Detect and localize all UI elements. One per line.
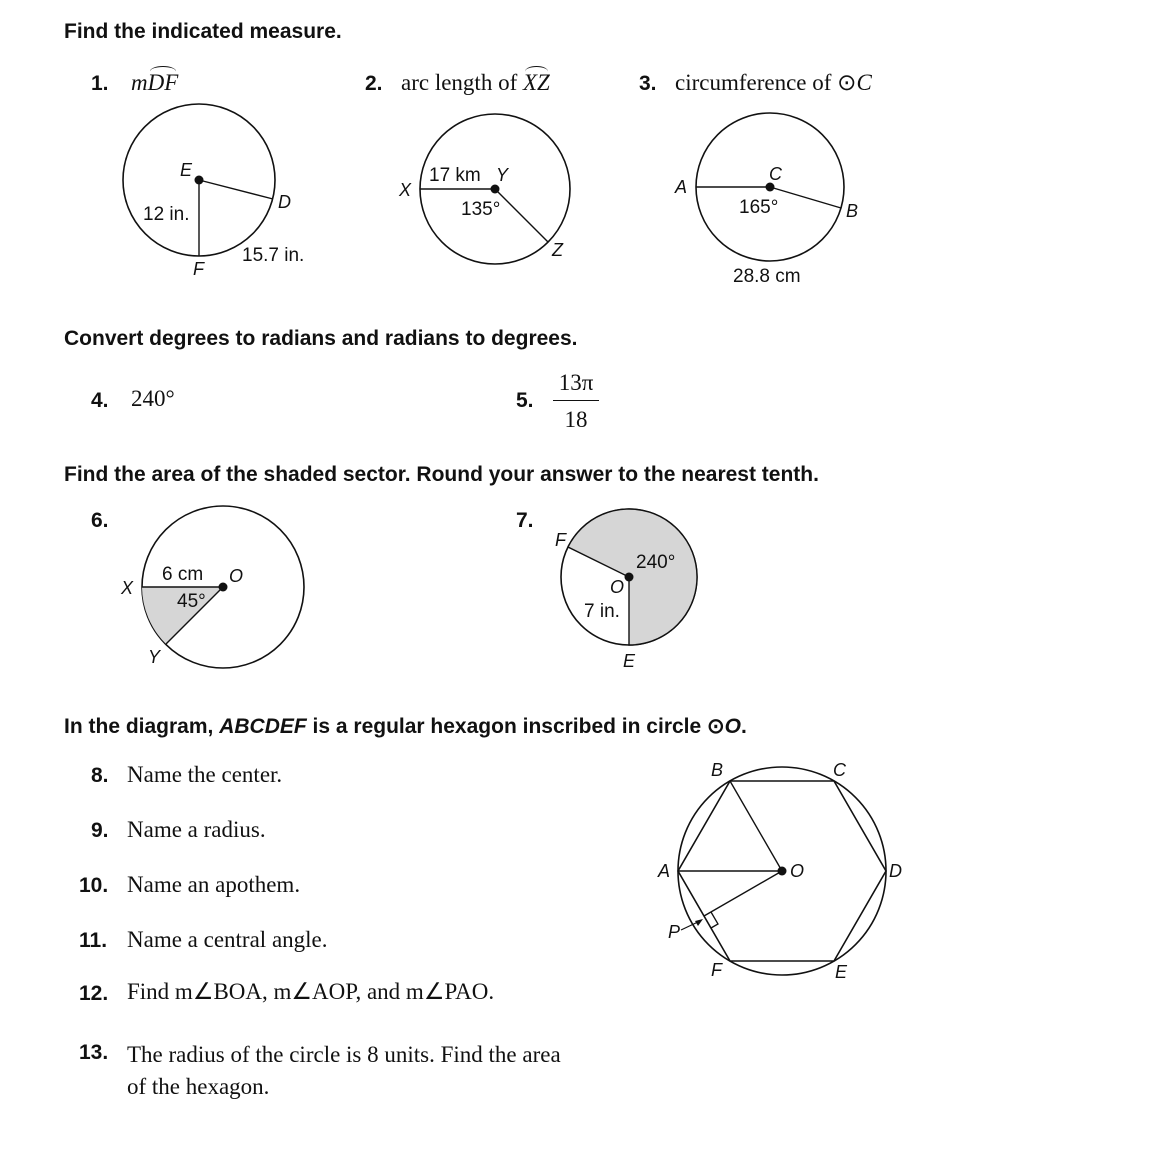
figure-2-label-x: X <box>399 180 412 200</box>
figure-3-label-c: C <box>769 164 782 184</box>
figure-1-label-d: D <box>278 192 291 212</box>
hexagon-figure-center-dot <box>778 867 787 876</box>
figure-7-label-o: O <box>610 577 625 597</box>
hexagon-label-f: F <box>711 960 722 980</box>
hexagon-label-c: C <box>833 760 846 780</box>
problem-3-number: 3. <box>639 72 657 95</box>
figure-1-radius-label: 12 in. <box>143 204 190 225</box>
figure-3-angle-label: 165° <box>739 197 779 218</box>
hexagon-heading-post: is a regular hexagon inscribed in circle ⊙ <box>306 715 725 738</box>
figure-3-label-b: B <box>846 201 859 221</box>
problem-1-number: 1. <box>91 72 109 95</box>
figure-6-radius-label: 6 cm <box>162 564 204 585</box>
problem-5-numerator: 13π <box>558 370 594 395</box>
figure-6-label-x: X <box>121 578 134 598</box>
problem-5-fraction-bar <box>553 400 599 401</box>
figure-2-radius-label: 17 km <box>429 165 481 186</box>
figure-7-label-f: F <box>555 530 566 550</box>
hexagon-label-p: P <box>668 922 681 942</box>
problem-2-text: arc length of <box>401 70 523 95</box>
section-heading-measure: Find the indicated measure. <box>64 20 342 43</box>
figure-7-radius-label: 7 in. <box>584 601 620 622</box>
problem-4-text: 240° <box>131 386 175 411</box>
figure-1-radius-ed <box>199 180 273 199</box>
figure-7-angle-label: 240° <box>636 552 676 573</box>
problem-6-number: 6. <box>91 509 109 532</box>
figure-1-center-dot <box>195 176 204 185</box>
problem-8-text: Name the center. <box>127 762 283 787</box>
problem-5-fraction <box>553 370 599 433</box>
hexagon-label-a: A <box>658 861 671 881</box>
figure-1-label-f: F <box>193 259 204 279</box>
figure-2-label-y: Y <box>496 165 509 185</box>
figure-3-radius-cb <box>770 187 841 208</box>
figure-2-center-dot <box>491 185 500 194</box>
problem-2-arc: XZ <box>522 70 550 95</box>
problem-5-number: 5. <box>516 389 534 412</box>
figure-2-angle-label: 135° <box>461 199 501 220</box>
figure-6-label-y: Y <box>148 647 161 667</box>
problem-12-text: Find m∠BOA, m∠AOP, and m∠PAO. <box>127 979 495 1004</box>
problem-10-text: Name an apothem. <box>127 872 301 897</box>
hexagon-figure-radius-ob <box>730 781 782 871</box>
hexagon-label-d: D <box>889 861 902 881</box>
problem-1-arc: DF <box>147 70 179 95</box>
figure-6-angle-label: 45° <box>177 591 206 612</box>
hexagon-label-o: O <box>790 861 805 881</box>
problem-2-number: 2. <box>365 72 383 95</box>
problem-1-prefix: m <box>131 70 148 95</box>
figure-6-center-dot <box>219 583 228 592</box>
problem-3-var: C <box>856 70 872 95</box>
figure-1-label-e: E <box>180 160 193 180</box>
figure-1-arc-label: 15.7 in. <box>242 245 305 266</box>
problem-7-number: 7. <box>516 509 534 532</box>
problem-13-text: The radius of the circle is 8 units. Find the area of the hexagon. <box>127 1042 561 1099</box>
hexagon-heading-pre: In the diagram, <box>64 715 220 738</box>
problem-9-number: 9. <box>91 819 109 842</box>
hexagon-label-b: B <box>711 760 724 780</box>
hexagon-figure-apothem <box>704 871 782 916</box>
figure-3-arc-label: 28.8 cm <box>733 266 801 287</box>
figure-3-label-a: A <box>675 177 688 197</box>
problem-4-number: 4. <box>91 389 109 412</box>
problem-8-number: 8. <box>91 764 109 787</box>
figure-7-label-e: E <box>623 651 636 671</box>
hexagon-figure-right-angle-mark <box>711 912 718 928</box>
hexagon-heading-name: ABCDEF <box>219 715 307 738</box>
hexagon-heading-o: O <box>724 715 741 738</box>
problem-13-number: 13. <box>79 1041 109 1064</box>
section-heading-hexagon <box>64 714 747 739</box>
problem-11-number: 11. <box>79 929 108 952</box>
section-heading-sector: Find the area of the shaded sector. Round your answer to the nearest tenth. <box>64 463 819 486</box>
problem-10-number: 10. <box>79 874 109 897</box>
problem-12-number: 12. <box>79 982 109 1005</box>
figure-2-radius-yz <box>495 189 548 242</box>
problem-9-text: Name a radius. <box>127 817 266 842</box>
problem-3-text: circumference of ⊙ <box>675 70 857 95</box>
figure-7-center-dot <box>625 573 634 582</box>
figure-6-label-o: O <box>229 566 244 586</box>
hexagon-figure-p-arrowhead <box>695 919 703 926</box>
problem-11-text: Name a central angle. <box>127 927 328 952</box>
problem-5-denominator: 18 <box>564 407 588 432</box>
section-heading-convert: Convert degrees to radians and radians to degrees. <box>64 327 578 350</box>
hexagon-label-e: E <box>835 962 848 982</box>
figure-2-label-z: Z <box>552 240 563 260</box>
hexagon-heading-end: . <box>740 715 747 738</box>
